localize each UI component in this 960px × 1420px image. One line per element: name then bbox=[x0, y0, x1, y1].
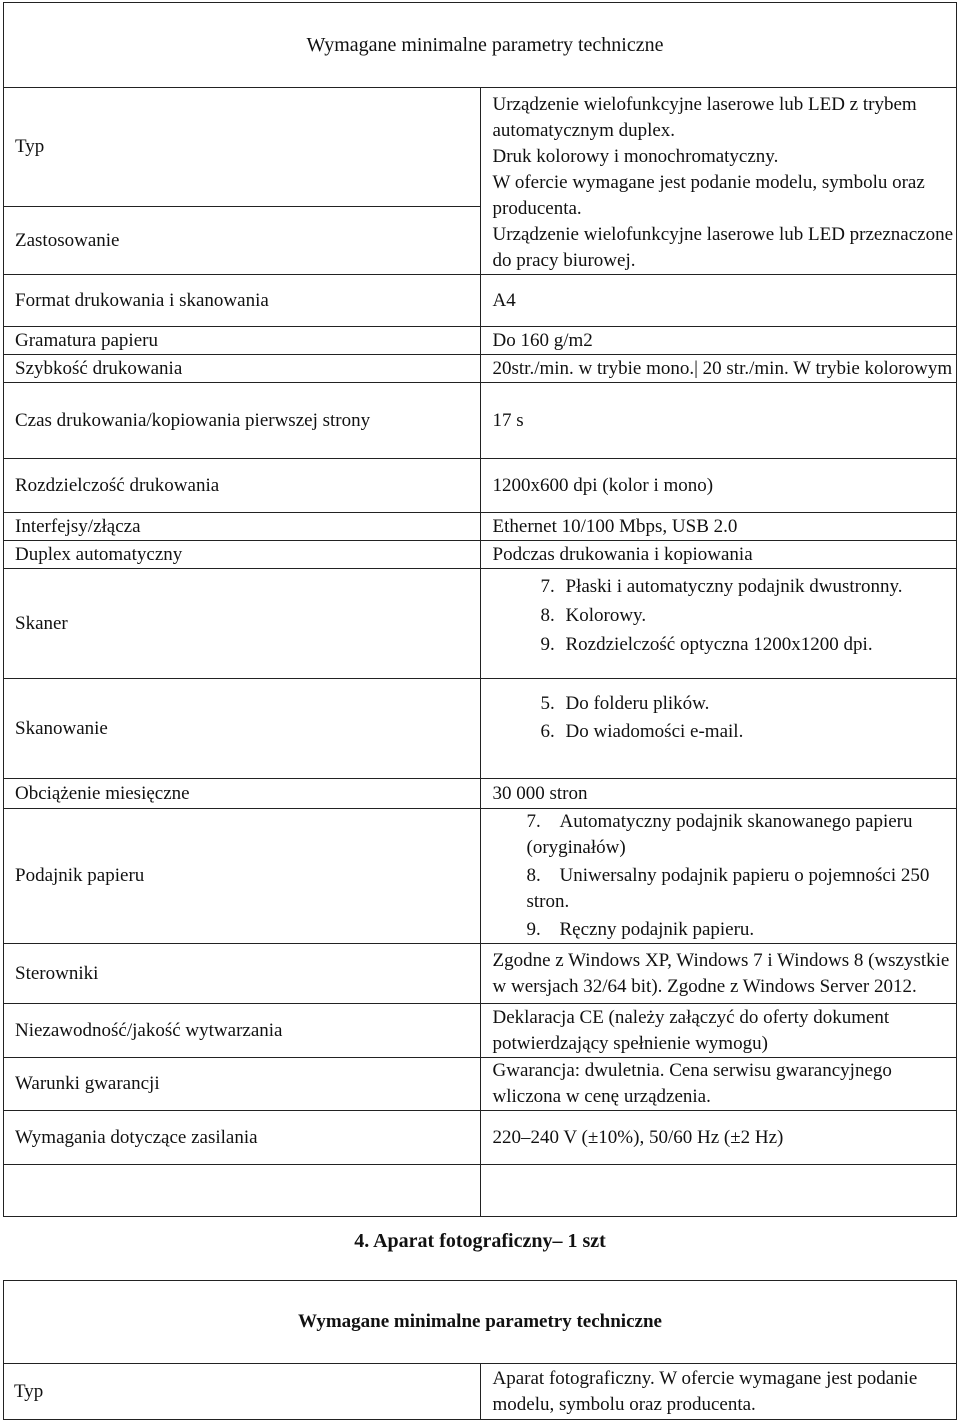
row-label-format: Format drukowania i skanowania bbox=[4, 275, 481, 327]
list-item: 7. Płaski i automatyczny podajnik dwustronny. bbox=[540, 576, 903, 597]
list-item: 9. Rozdzielczość optyczna 1200x1200 dpi. bbox=[540, 634, 873, 655]
row-label-rozdzielczosc: Rozdzielczość drukowania bbox=[4, 459, 481, 513]
row-value-format: A4 bbox=[480, 275, 957, 327]
list-item: 8. Kolorowy. bbox=[540, 605, 647, 626]
table-title: Wymagane minimalne parametry techniczne bbox=[4, 3, 957, 88]
row-value-rozdzielczosc: 1200x600 dpi (kolor i mono) bbox=[480, 459, 957, 513]
row-label-gramatura: Gramatura papieru bbox=[4, 327, 481, 355]
row-label-zasilanie: Wymagania dotyczące zasilania bbox=[4, 1111, 481, 1165]
list-item: 5. Do folderu plików. bbox=[540, 693, 710, 714]
row-label-sterowniki: Sterowniki bbox=[4, 944, 481, 1004]
row-label-skanowanie: Skanowanie bbox=[4, 679, 481, 779]
row-label-zastosowanie: Zastosowanie bbox=[4, 207, 481, 275]
empty-cell bbox=[4, 1165, 481, 1217]
typ-line-2: Druk kolorowy i monochromatyczny. bbox=[492, 146, 779, 167]
list-item: 6. Do wiadomości e-mail. bbox=[540, 721, 744, 742]
row-label-interfejsy: Interfejsy/złącza bbox=[4, 513, 481, 541]
row-value-skaner bbox=[480, 569, 957, 679]
list-item: 8. Uniwersalny podajnik papieru o pojemności 250 stron. bbox=[526, 865, 930, 912]
list-item: 7. Automatyczny podajnik skanowanego papieru (oryginałów) bbox=[526, 811, 913, 858]
row-label-typ: Typ bbox=[4, 88, 481, 207]
row-value-typ: Aparat fotograficzny. W ofercie wymagane jest podanie modelu, symbolu oraz producenta. bbox=[480, 1364, 957, 1420]
row-label-gwarancja: Warunki gwarancji bbox=[4, 1058, 481, 1111]
row-value-czas: 17 s bbox=[480, 383, 957, 459]
row-label-czas: Czas drukowania/kopiowania pierwszej strony bbox=[4, 383, 481, 459]
requirements-table-camera bbox=[3, 1280, 957, 1420]
row-value-gwarancja: Gwarancja: dwuletnia. Cena serwisu gwarancyjnego wliczona w cenę urządzenia. bbox=[480, 1058, 957, 1111]
typ-line-3: W ofercie wymagane jest podanie modelu, symbolu oraz producenta. bbox=[492, 172, 925, 219]
row-value-interfejsy: Ethernet 10/100 Mbps, USB 2.0 bbox=[480, 513, 957, 541]
row-label-podajnik: Podajnik papieru bbox=[4, 809, 481, 944]
row-value-typ bbox=[480, 88, 957, 275]
list-item: 9. Ręczny podajnik papieru. bbox=[526, 919, 755, 940]
row-value-skanowanie bbox=[480, 679, 957, 779]
empty-cell bbox=[480, 1165, 957, 1217]
row-value-niezawodnosc: Deklaracja CE (należy załączyć do oferty dokument potwierdzający spełnienie wymogu) bbox=[480, 1004, 957, 1058]
row-value-sterowniki: Zgodne z Windows XP, Windows 7 i Windows 8 (wszystkie w wersjach 32/64 bit). Zgodne z Windows Server 2012. bbox=[480, 944, 957, 1004]
typ-line-1: Urządzenie wielofunkcyjne laserowe lub LED z trybem automatycznym duplex. bbox=[492, 94, 917, 141]
row-value-podajnik bbox=[480, 809, 957, 944]
row-value-zasilanie: 220–240 V (±10%), 50/60 Hz (±2 Hz) bbox=[480, 1111, 957, 1165]
row-value-szybkosc: 20str./min. w trybie mono.| 20 str./min. W trybie kolorowym bbox=[480, 355, 957, 383]
row-value-duplex: Podczas drukowania i kopiowania bbox=[480, 541, 957, 569]
section-heading: 4. Aparat fotograficzny– 1 szt bbox=[354, 1230, 606, 1252]
requirements-table-printer bbox=[3, 2, 957, 1217]
zastosowanie-value: Urządzenie wielofunkcyjne laserowe lub LED przeznaczone do pracy biurowej. bbox=[492, 224, 954, 271]
row-value-obciazenie: 30 000 stron bbox=[480, 779, 957, 809]
row-label-szybkosc: Szybkość drukowania bbox=[4, 355, 481, 383]
row-label-duplex: Duplex automatyczny bbox=[4, 541, 481, 569]
row-label-typ: Typ bbox=[4, 1364, 481, 1420]
row-label-niezawodnosc: Niezawodność/jakość wytwarzania bbox=[4, 1004, 481, 1058]
row-value-gramatura: Do 160 g/m2 bbox=[480, 327, 957, 355]
row-label-obciazenie: Obciążenie miesięczne bbox=[4, 779, 481, 809]
table-title: Wymagane minimalne parametry techniczne bbox=[4, 1281, 957, 1364]
row-label-skaner: Skaner bbox=[4, 569, 481, 679]
